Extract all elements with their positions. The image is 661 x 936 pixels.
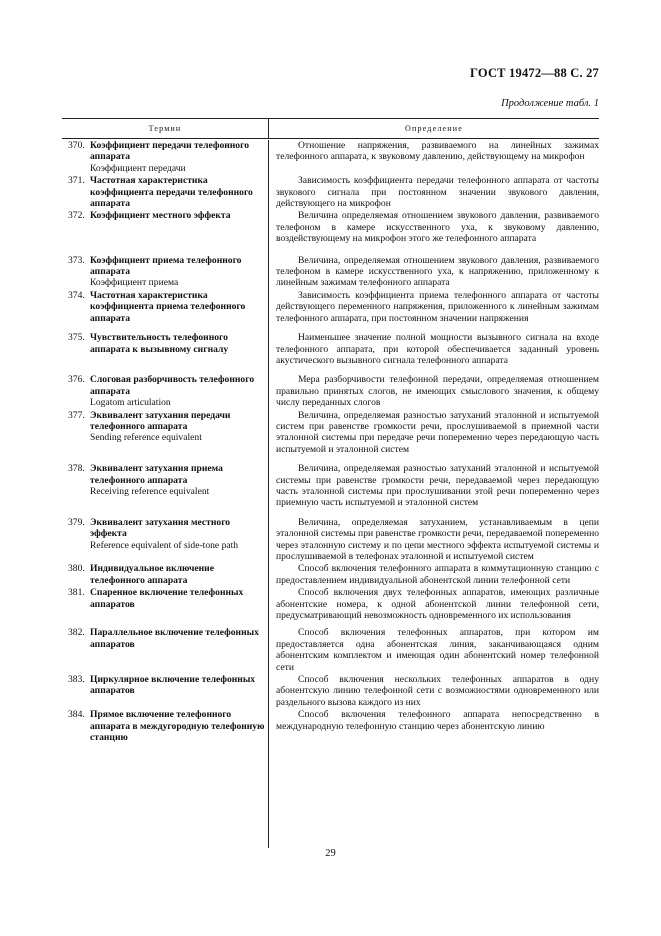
table-body: [62, 140, 599, 744]
term-name: Эквивалент затухания местного эффекта: [90, 516, 231, 540]
definition-cell: [268, 374, 599, 408]
column-header-definition: Определение: [405, 124, 463, 133]
definition-text: Величина определяемая отношением звукового давления, развиваемого телефоном в камере искусственного уха, к звуковому давлению, воздействующему на микрофон этого же телефонного аппарата: [276, 210, 599, 245]
definition-cell: [268, 587, 599, 621]
table-row: [62, 175, 599, 209]
term-name: Эквивалент затухания передачи телефонного аппарата: [90, 409, 231, 432]
definition-cell: [268, 517, 599, 563]
definition-cell: [268, 463, 599, 509]
definition-text: Способ включения телефонных аппаратов, при котором им предоставляется одна абонентская линия, заканчивающаяся одним абонентским комплектом и имеющая один абонентский номер телефонной сети: [276, 627, 599, 673]
term-abbreviation: Receiving reference equivalent: [90, 485, 210, 497]
column-header-term: Термин: [62, 119, 269, 138]
table-row: [62, 210, 599, 244]
term-number: 373.: [68, 254, 85, 266]
term-name: Прямое включение телефонного аппарата в междугородную телефонную станцию: [90, 709, 265, 744]
term-abbreviation: Logatom articulation: [90, 397, 171, 409]
definition-text: Зависимость коэффициента передачи телефонного аппарата от частоты звукового сигнала при постоянном значении звукового давления, действующего на микрофон: [276, 175, 599, 210]
definition-cell: [268, 563, 599, 586]
term-name: Индивидуальное включение телефонного аппарата: [90, 563, 214, 586]
definition-cell: [268, 175, 599, 209]
definition-text: Наименьшее значение полной мощности вызывного сигнала на входе телефонного аппарата, при которой обеспечивается заданный уровень акустического вызывного сигнала телефонного аппарата: [276, 332, 599, 366]
term-cell: [62, 374, 268, 408]
term-cell: [62, 587, 268, 621]
table-row: [62, 563, 599, 586]
term-cell: [62, 255, 268, 289]
table-row: [62, 410, 599, 456]
table-row: [62, 140, 599, 174]
terms-table: [62, 118, 599, 744]
term-cell: [62, 517, 268, 563]
definition-text: Способ включения двух телефонных аппаратов, имеющих различные абонентские номера, к одной абонентской линии телефонной сети, предусматривающий невозможность одновременного их использования: [276, 587, 599, 622]
term-cell: [62, 332, 268, 366]
definition-text: Мера разборчивости телефонной передачи, определяемая отношением правильно принятых слогов, не имеющих смыслового значения, к общему числу переданных слогов: [276, 374, 599, 409]
term-number: 374.: [68, 289, 85, 301]
term-number: 380.: [68, 563, 85, 575]
definition-text: Отношение напряжения, развиваемого на линейных зажимах телефонного аппарата, к звуковому давлению, действующему на микрофон: [276, 140, 599, 163]
term-cell: [62, 410, 268, 456]
term-abbreviation: Коэффициент приема: [90, 277, 179, 289]
term-abbreviation: Reference equivalent of side-tone path: [90, 539, 239, 551]
term-cell: [62, 290, 268, 324]
term-name: Эквивалент затухания приема телефонного аппарата: [90, 463, 223, 486]
definition-cell: [268, 210, 599, 244]
definition-cell: [268, 140, 599, 174]
definition-cell: [268, 410, 599, 456]
definition-cell: [268, 332, 599, 366]
term-name: Коэффициент передачи телефонного аппарата: [90, 140, 250, 163]
definition-cell: [268, 627, 599, 673]
table-row: [62, 709, 599, 743]
table-row: [62, 517, 599, 563]
term-cell: [62, 140, 268, 174]
definition-text: Способ включения нескольких телефонных аппаратов в одну абонентскую линию телефонной сети с возможностями одновременного или раздельного вызова каждого из них: [276, 674, 599, 708]
definition-text: Величина, определяемая разностью затуханий эталонной и испытуемой системы при равенстве громкости речи, передаваемой через передающую часть эталонной системы при прослушивании этой речи попеременно через приемную часть испытуемой и эталонной систем: [276, 463, 599, 509]
term-name: Частотная характеристика коэффициента передачи телефонного аппарата: [90, 175, 253, 210]
term-name: Чувствительность телефонного аппарата к вызывному сигналу: [90, 332, 229, 355]
term-cell: [62, 709, 268, 743]
term-number: 377.: [68, 409, 85, 421]
term-name: Слоговая разборчивость телефонного аппарата: [90, 374, 255, 397]
definition-cell: [268, 674, 599, 708]
page-header: ГОСТ 19472—88 С. 27: [470, 66, 599, 80]
definition-text: Способ включения телефонного аппарата в коммутационную станцию с предоставлением индивидуальной абонентской линии телефонной сети: [276, 563, 599, 586]
term-number: 381.: [68, 587, 85, 599]
term-number: 379.: [68, 516, 85, 528]
definition-cell: [268, 290, 599, 324]
term-number: 371.: [68, 175, 85, 187]
table-row: [62, 290, 599, 324]
table-row: [62, 627, 599, 673]
term-cell: [62, 563, 268, 586]
table-row: [62, 332, 599, 366]
term-number: 378.: [68, 463, 85, 475]
term-name: Частотная характеристика коэффициента приема телефонного аппарата: [90, 289, 246, 324]
table-row: [62, 674, 599, 708]
definition-cell: [268, 255, 599, 289]
term-name: Параллельное включение телефонных аппаратов: [90, 627, 259, 650]
page-number: 29: [325, 848, 336, 859]
term-name: Коэффициент местного эффекта: [90, 210, 231, 222]
table-header: [62, 118, 599, 139]
term-name: Циркулярное включение телефонных аппаратов: [90, 674, 256, 697]
table-row: [62, 463, 599, 509]
term-cell: [62, 627, 268, 673]
term-cell: [62, 175, 268, 209]
term-number: 370.: [68, 140, 85, 151]
term-number: 383.: [68, 674, 85, 686]
term-abbreviation: Sending reference equivalent: [90, 432, 202, 444]
definition-text: Способ включения телефонного аппарата непосредственно в международную телефонную станцию через абонентскую линию: [276, 709, 599, 732]
term-number: 376.: [68, 374, 85, 386]
definition-cell: [268, 709, 599, 743]
term-number: 382.: [68, 627, 85, 639]
table-row: [62, 587, 599, 621]
term-number: 375.: [68, 332, 85, 344]
term-cell: [62, 463, 268, 509]
table-continuation-note: Продолжение табл. 1: [501, 98, 599, 109]
term-abbreviation: Коэффициент передачи: [90, 162, 186, 174]
term-cell: [62, 674, 268, 708]
definition-text: Величина, определяемая разностью затуханий эталонной и испытуемой систем при равенстве громкости речи, прослушиваемой в приемной части эталонной системы при передаче речи попеременно через передающую часть испытуемой и эталонной систем: [276, 409, 599, 455]
definition-text: Величина, определяемая затуханием, устанавливаемым в цепи эталонной системы при равенстве громкости речи, передаваемой попеременно через эталонную систему и по цепи местного эффекта испытуемой системы и прослушиваемой в телефонах эталонной и испытуемой систем: [276, 516, 599, 562]
definition-text: Величина, определяемая отношением звукового давления, развиваемого телефоном в камере искусственного уха, к напряжению, приложенному к линейным зажимам телефонного аппарата: [276, 254, 599, 289]
term-name: Спаренное включение телефонных аппаратов: [90, 587, 244, 610]
definition-text: Зависимость коэффициента приема телефонного аппарата от частоты действующего переменного напряжения, приложенного к линейным зажимам телефонного аппарата, при постоянном значении напряжения: [276, 289, 599, 324]
term-number: 384.: [68, 709, 85, 721]
table-row: [62, 255, 599, 289]
term-cell: [62, 210, 268, 244]
term-number: 372.: [68, 210, 85, 222]
term-name: Коэффициент приема телефонного аппарата: [90, 254, 242, 278]
table-row: [62, 374, 599, 408]
